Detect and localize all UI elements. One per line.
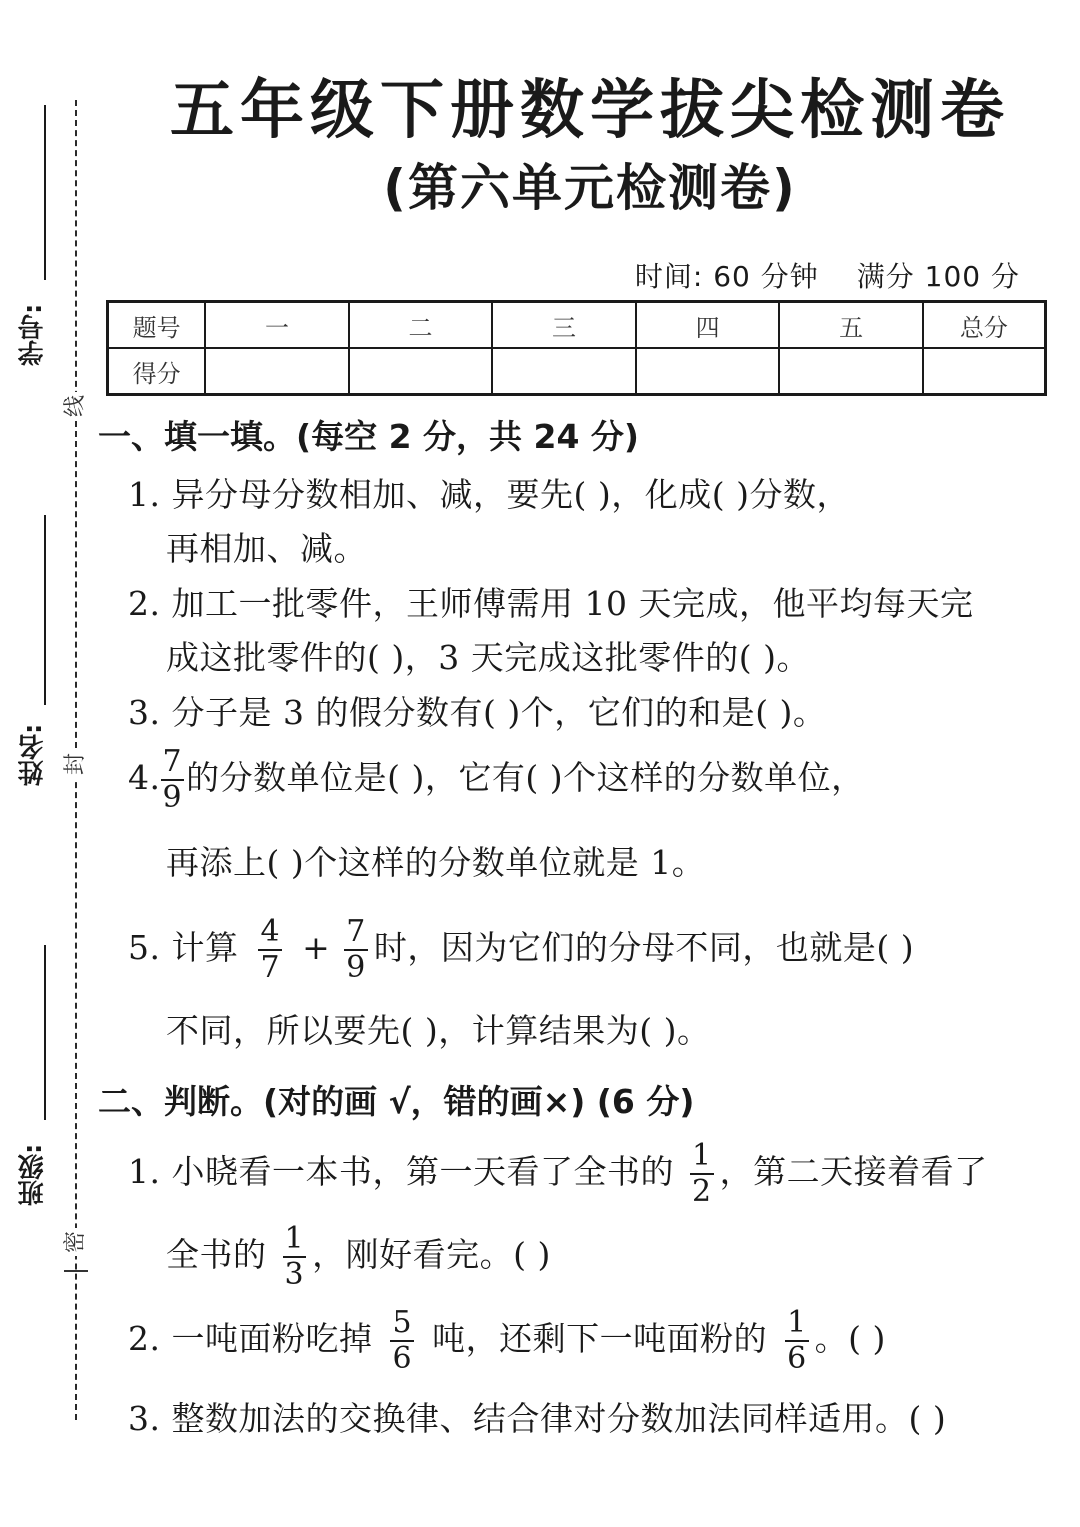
fraction-denominator: 6 [392, 1341, 413, 1376]
question-1-4-line-2: 再添上( )个这样的分数单位就是 1。 [166, 843, 706, 882]
fraction-numerator: 5 [392, 1305, 413, 1340]
fraction [390, 1306, 414, 1376]
table-cell: 得分 [108, 348, 206, 395]
table-cell: 总分 [923, 302, 1046, 349]
table-cell: 一 [205, 302, 349, 349]
table-cell: 二 [349, 302, 493, 349]
exam-full-score: 满分 100 分 [856, 260, 1020, 293]
question-1-5-line-1 [128, 908, 914, 988]
table-cell: 四 [636, 302, 780, 349]
question-2-2 [128, 1297, 886, 1381]
score-table [106, 300, 1047, 396]
seal-seal-char: 封 [62, 750, 90, 778]
page-title: 五年级下册数学拔尖检测卷 [170, 74, 1010, 148]
student-id-label: 学号: [18, 303, 48, 367]
fraction-denominator: 9 [346, 950, 366, 985]
score-entry-cell[interactable] [492, 348, 636, 395]
question-text: 2. 一吨面粉吃掉 [128, 1319, 373, 1358]
question-2-1-line-1 [128, 1130, 988, 1214]
score-entry-cell[interactable] [349, 348, 493, 395]
name-label: 姓名: [18, 723, 48, 787]
question-text: 全书的 [166, 1235, 267, 1274]
question-1-1-line-2: 再相加、减。 [166, 529, 367, 568]
fraction-numerator: 7 [162, 744, 183, 779]
question-1-1-line-1: 1. 异分母分数相加、减，要先( )，化成( )分数， [128, 475, 850, 514]
table-cell: 题号 [108, 302, 206, 349]
question-text: 时，因为它们的分母不同，也就是( ) [373, 928, 915, 967]
question-1-2-line-2: 成这批零件的( )，3 天完成这批零件的( )。 [166, 638, 810, 677]
question-1-3: 3. 分子是 3 的假分数有( )个，它们的和是( )。 [128, 693, 827, 732]
section-1-heading: 一、填一填。(每空 2 分，共 24 分) [98, 417, 640, 456]
seal-secret-char: 密 [62, 1228, 90, 1256]
fraction [785, 1306, 809, 1376]
page-subtitle: (第六单元检测卷) [383, 159, 797, 217]
fraction [161, 745, 185, 815]
table-cell: 三 [492, 302, 636, 349]
fraction [344, 915, 368, 985]
fraction-numerator: 7 [346, 914, 366, 949]
fraction-denominator: 2 [691, 1174, 712, 1209]
question-1-4-line-1 [128, 738, 865, 818]
question-text: ，刚好看完。( ) [312, 1235, 551, 1274]
section-2-heading: 二、判断。(对的画 √，错的画×) (6 分) [98, 1082, 695, 1121]
score-entry-cell[interactable] [205, 348, 349, 395]
question-text: 5. 计算 [128, 928, 239, 967]
question-text: 的分数单位是( )，它有( )个这样的分数单位， [186, 758, 865, 797]
question-text: ，第二天接着看了 [719, 1152, 988, 1191]
fraction-denominator: 6 [787, 1341, 807, 1376]
question-2-3: 3. 整数加法的交换律、结合律对分数加法同样适用。( ) [128, 1399, 947, 1438]
question-1-5-line-2: 不同，所以要先( )，计算结果为( )。 [166, 1011, 711, 1050]
question-text: 吨，还剩下一吨面粉的 [432, 1319, 768, 1358]
class-label: 班级: [18, 1143, 48, 1207]
fraction-denominator: 9 [162, 780, 183, 815]
fraction-numerator: 4 [260, 914, 281, 949]
fraction-numerator: 1 [691, 1138, 712, 1173]
exam-info [635, 255, 1020, 295]
score-table-score-row [108, 348, 1046, 395]
question-text: 1. 小晓看一本书，第一天看了全书的 [128, 1152, 674, 1191]
class-write-line [44, 945, 46, 1120]
student-id-write-line [44, 105, 46, 280]
table-cell: 五 [779, 302, 923, 349]
question-1-2-line-1: 2. 加工一批零件，王师傅需用 10 天完成，他平均每天完 [128, 584, 974, 623]
score-entry-cell[interactable] [636, 348, 780, 395]
question-2-1-line-2 [166, 1213, 551, 1297]
fraction-numerator: 1 [787, 1305, 807, 1340]
fraction-denominator: 3 [284, 1257, 305, 1292]
question-text: 。( ) [814, 1319, 886, 1358]
fraction [690, 1139, 714, 1209]
score-entry-cell[interactable] [779, 348, 923, 395]
name-write-line [44, 515, 46, 705]
exam-time: 时间: 60 分钟 [634, 260, 819, 293]
score-table-header-row [108, 302, 1046, 349]
question-number: 4. [128, 758, 161, 797]
seal-tick-mark [64, 1270, 88, 1272]
seal-line-char: 线 [62, 392, 90, 420]
fraction-denominator: 7 [260, 950, 281, 985]
plus-sign: + [302, 928, 331, 967]
fraction-numerator: 1 [284, 1221, 305, 1256]
fraction [258, 915, 282, 985]
fraction [283, 1222, 307, 1292]
score-entry-cell[interactable] [923, 348, 1046, 395]
